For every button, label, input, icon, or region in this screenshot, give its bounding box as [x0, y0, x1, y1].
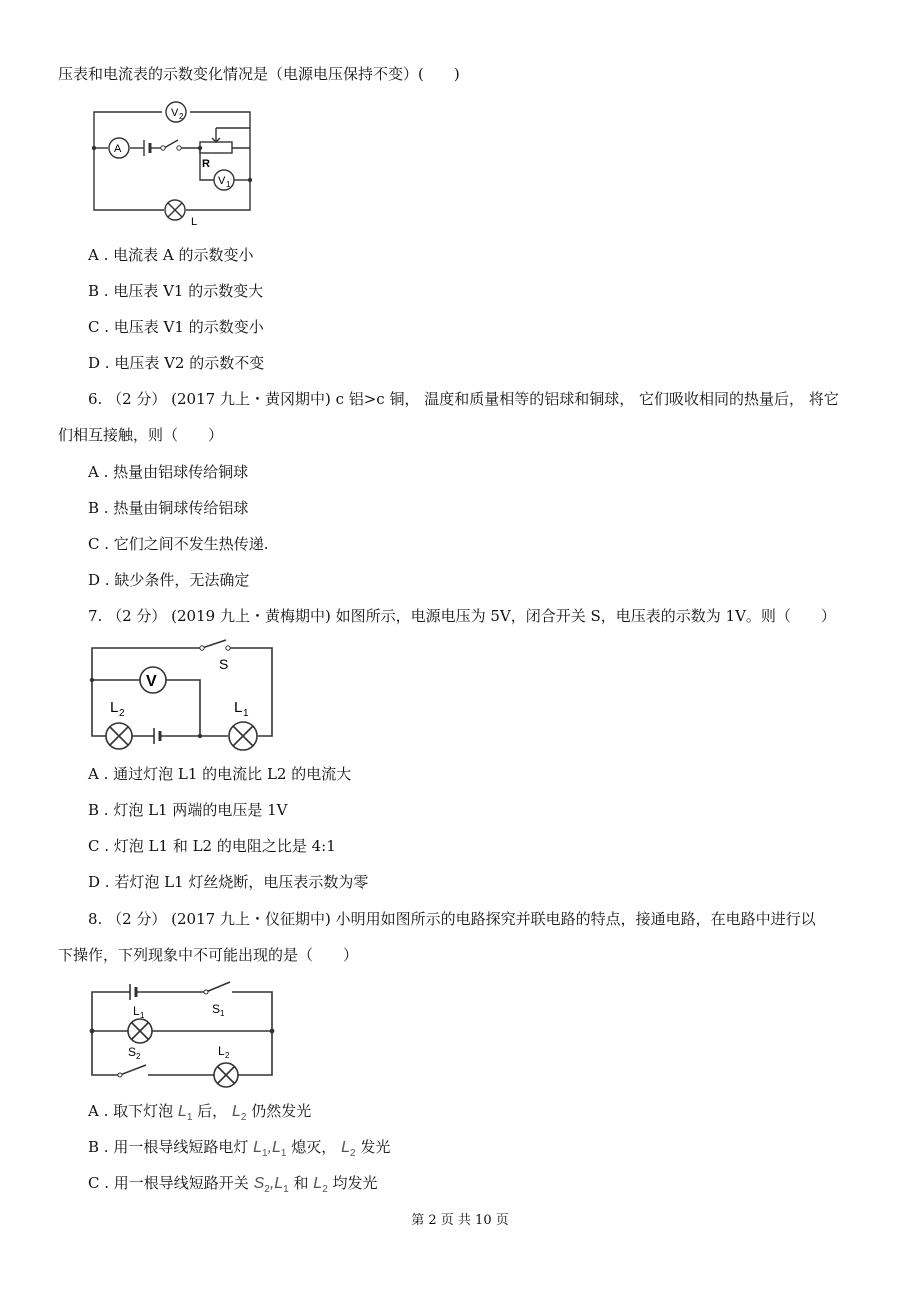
symbol-l1: $,L_1$: [269, 1175, 289, 1196]
page-footer: 第 2 页 共 10 页: [411, 1213, 509, 1228]
q6-option-a[interactable]: A . 热量由铝球传给铜球: [88, 463, 249, 481]
q5-circuit-diagram: [90, 100, 260, 228]
ammeter-label: A: [114, 143, 122, 155]
q8-option-a-mid: 后，: [197, 1102, 228, 1120]
fig8-s2-sub: 2: [136, 1052, 141, 1061]
q7-option-a[interactable]: A . 通过灯泡 L1 的电流比 L2 的电流大: [88, 765, 352, 783]
switch-s-label: S: [219, 656, 229, 672]
lamp-label: L: [191, 216, 198, 228]
q5-option-b[interactable]: B . 电压表 V1 的示数变大: [88, 282, 264, 300]
q7-option-d[interactable]: D . 若灯泡 L1 灯丝烧断，电压表示数为零: [88, 873, 369, 891]
q6-option-c[interactable]: C . 它们之间不发生热传递.: [88, 535, 269, 553]
q8-option-a-prefix: A . 取下灯泡: [88, 1102, 174, 1120]
q6-option-b[interactable]: B . 热量由铜球传给铝球: [88, 499, 249, 517]
q8-option-b-mid: 熄灭，: [291, 1138, 337, 1156]
q8-stem-line2: 下操作，下列现象中不可能出现的是（ ）: [58, 946, 359, 964]
l1-label: L: [234, 699, 243, 716]
symbol-l2: $L_2$: [313, 1175, 328, 1196]
q8-option-b-suffix: 发光: [360, 1138, 391, 1156]
q8-stem-line1: 8. （2 分） (2017 九上・仪征期中) 小明用如图所示的电路探究并联电路的特点，接通电路，在电路中进行以: [88, 910, 816, 928]
q5-option-a[interactable]: A . 电流表 A 的示数变小: [88, 246, 254, 264]
q6-stem-line2: 们相互接触，则（ ）: [58, 426, 224, 444]
v1-meter-label: V: [218, 175, 226, 187]
q6-stem-line1: 6. （2 分） (2017 九上・黄冈期中) c 铝>c 铜， 温度和质量相等的铝球和铜球， 它们吸收相同的热量后， 将它: [88, 390, 839, 408]
q8-circuit-diagram: [90, 978, 280, 1088]
fig8-s1-label: S: [212, 1002, 221, 1016]
q7-option-b[interactable]: B . 灯泡 L1 两端的电压是 1V: [88, 801, 288, 819]
q8-option-c[interactable]: [88, 1173, 378, 1200]
v2-meter-sub: 2: [179, 112, 184, 121]
symbol-l1: $,L_1$: [267, 1139, 287, 1160]
voltmeter-label: V: [146, 673, 157, 690]
q7-option-c[interactable]: C . 灯泡 L1 和 L2 的电阻之比是 4:1: [88, 837, 336, 855]
symbol-l2: $L_2$: [231, 1103, 247, 1124]
v1-meter-sub: 1: [226, 180, 231, 189]
q8-option-c-prefix: C . 用一根导线短路开关: [88, 1174, 249, 1192]
fig8-l2-label: L: [218, 1044, 225, 1058]
fig8-s1-sub: 1: [220, 1009, 225, 1018]
q8-option-a[interactable]: [88, 1101, 311, 1128]
l1-sub: 1: [243, 708, 249, 719]
rheostat-label: R: [202, 158, 210, 170]
q5-option-d[interactable]: D . 电压表 V2 的示数不变: [88, 354, 265, 372]
fig8-l2-sub: 2: [225, 1051, 230, 1060]
q8-option-b-prefix: B . 用一根导线短路电灯: [88, 1138, 249, 1156]
q7-stem-line1: 7. （2 分） (2019 九上・黄梅期中) 如图所示，电源电压为 5V，闭合开关 S，电压表的示数为 1V。则（ ）: [88, 607, 836, 625]
q8-option-a-suffix: 仍然发光: [251, 1102, 312, 1120]
symbol-l2: $L_2$: [341, 1139, 356, 1160]
l2-label: L: [110, 699, 119, 716]
symbol-l1: $L_1$: [253, 1139, 268, 1160]
v2-meter-label: V: [171, 107, 179, 119]
q8-option-b[interactable]: [88, 1137, 390, 1164]
fig8-l1-label: L: [133, 1004, 140, 1018]
q8-option-c-suffix: 均发光: [332, 1174, 378, 1192]
fig8-s2-label: S: [128, 1045, 137, 1059]
symbol-l1: $L_1$: [177, 1103, 193, 1124]
q5-stem-tail: 压表和电流表的示数变化情况是（电源电压保持不变）( ): [58, 65, 460, 83]
q6-option-d[interactable]: D . 缺少条件，无法确定: [88, 571, 250, 589]
symbol-s2: $S_2$: [253, 1175, 270, 1196]
q8-option-c-mid: 和: [293, 1174, 309, 1192]
q5-option-c[interactable]: C . 电压表 V1 的示数变小: [88, 318, 264, 336]
q7-circuit-diagram: [88, 640, 278, 755]
l2-sub: 2: [119, 708, 125, 719]
fig8-l1-sub: 1: [140, 1011, 145, 1020]
